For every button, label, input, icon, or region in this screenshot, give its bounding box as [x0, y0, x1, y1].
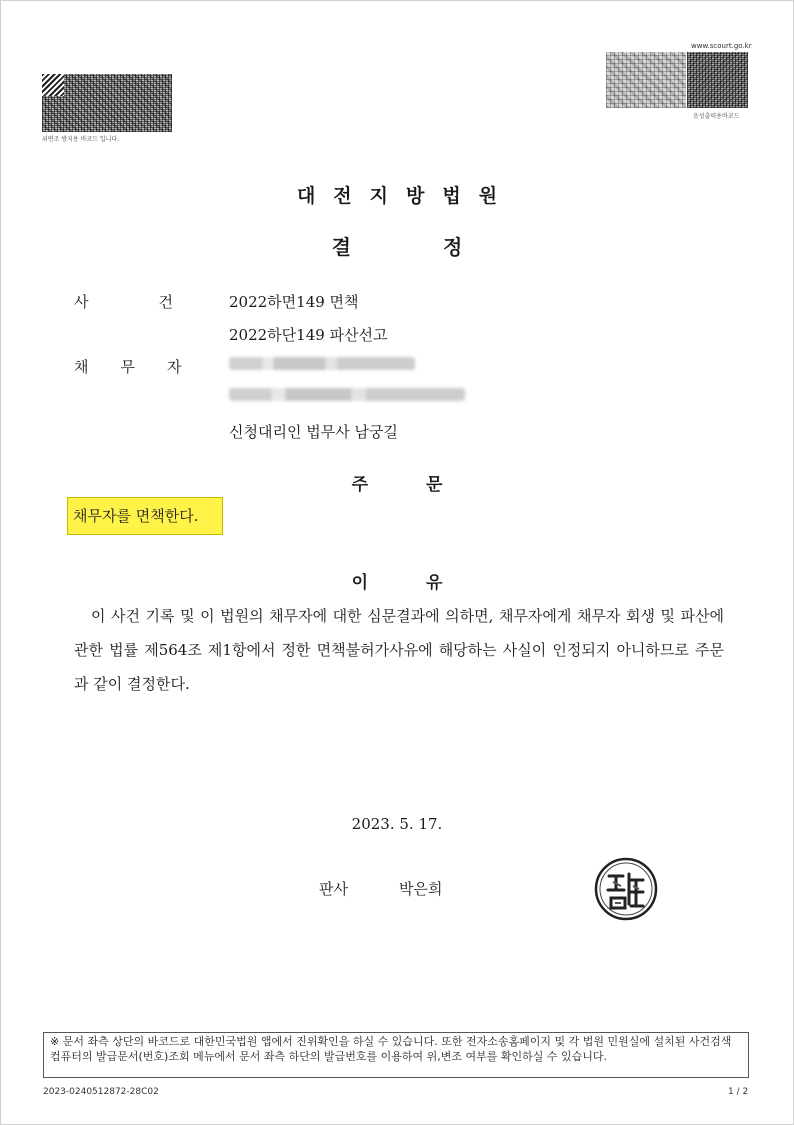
reason-heading: 이유	[351, 573, 501, 593]
redacted-debtor-name	[229, 357, 415, 370]
redacted-debtor-address	[229, 388, 465, 401]
judge-title: 판사	[319, 880, 348, 898]
case-label: 사건	[74, 293, 243, 311]
document-issue-number: 2023-0240512872-28C02	[43, 1087, 159, 1097]
applicant-agent: 신청대리인 법무사 남궁길	[229, 423, 398, 441]
order-heading: 주문	[351, 475, 501, 495]
case-number-1: 2022하면149 면책	[229, 293, 359, 311]
case-number-2: 2022하단149 파산선고	[229, 326, 388, 344]
court-watermark-barcode	[606, 52, 686, 108]
reason-text: 이 사건 기록 및 이 법원의 채무자에 대한 심문결과에 의하면, 채무자에게 채무자 회생 및 파산에 관한 법률 제564조 제1항에서 정한 면책불허가사유에 해당하는 사실이 인정되지 아니하므로 주문과 같이 결정한다.	[74, 607, 724, 693]
authenticity-notice: ※ 문서 좌측 상단의 바코드로 대한민국법원 앱에서 진위확인을 하실 수 있습니다. 또한 전자소송홈페이지 및 각 법원 민원실에 설치된 사건검색 컴퓨터의 발급문서(번호)조회 메뉴에서 문서 좌측 하단의 발급번호를 이용하여 위,변조 여부를 확인하실 수 있습니다.	[43, 1032, 749, 1078]
barcode-left-caption: 위변조 방지용 바코드 입니다.	[42, 136, 120, 143]
document-type: 결정	[331, 235, 555, 259]
decision-date: 2023. 5. 17.	[351, 815, 443, 833]
court-name: 대전지방법원	[296, 185, 516, 207]
barcode-right-caption: 음성출력용바코드	[693, 113, 740, 120]
audio-output-barcode	[687, 52, 748, 108]
debtor-label: 채무자	[74, 358, 214, 376]
court-website-url: www.scourt.go.kr	[691, 42, 752, 50]
page-number: 1 / 2	[728, 1087, 749, 1097]
barcode-corner-mark	[42, 74, 64, 96]
judge-name: 박은희	[399, 880, 443, 898]
order-text: 채무자를 면책한다.	[67, 497, 223, 535]
judge-seal-stamp	[593, 856, 659, 922]
